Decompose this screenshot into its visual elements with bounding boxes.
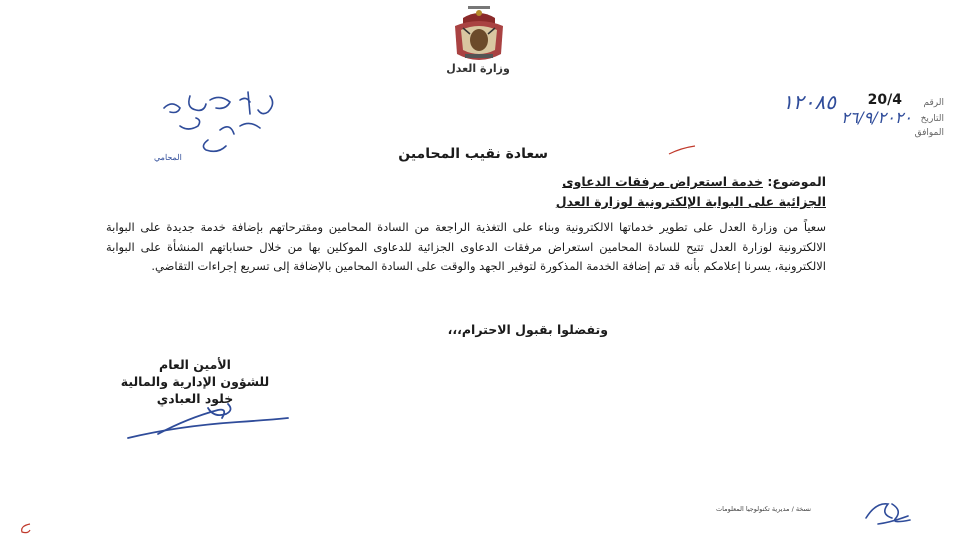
subject-line-2: [121, 192, 826, 212]
reference-corresponding-label: الموافق: [914, 128, 944, 138]
subject-text-2: الجزائية على البوابة الإلكترونية لوزارة العدل: [555, 194, 826, 209]
reference-number-label: الرقم: [923, 98, 944, 108]
footer-copy-note: نسخة / مديرية تكنولوجيا المعلومات: [716, 505, 812, 513]
letter-body: سعياً من وزارة العدل على تطوير خدماتها الالكترونية وبناء على التغذية الراجعة من السادة المحامين ومقترحاتهم بإضافة خدمة جديدة على البوابة الالكترونية لوزارة العدل تتيح للسادة المحامين استعراض مرفقات الدعاوى الجزائية للدعاوى الموكلين بها من خلال حساباتهم المنشأة على البوابة الالكترونية، يسرنا إعلامكم بأنه قد تم إضافة الخدمة المذكورة لتوفير الجهد والوقت على السادة المحامين بالإضافة إلى تسريع إجراءات التقاضي.: [106, 220, 826, 273]
letter-addressee: سعادة نقيب المحامين: [398, 146, 548, 162]
reference-date-label: التاريخ: [920, 114, 944, 124]
subject-prefix: الموضوع:: [767, 174, 826, 189]
subject-text-1: خدمة استعراض مرفقات الدعاوى: [562, 174, 763, 189]
reference-date-handwritten: ٢٦/٩/٢٠٢٠: [841, 108, 912, 127]
handwritten-note: [150, 86, 300, 166]
handwritten-note-text: المحامي: [154, 153, 182, 162]
footer-initials: [858, 494, 918, 528]
reference-number-handwritten: ١٢٠٨٥: [782, 90, 836, 114]
signatory-title-line-1: الأمين العام: [159, 357, 231, 372]
signatory-name: خلود العبادي: [156, 391, 234, 406]
ministry-name: وزارة العدل: [446, 62, 510, 75]
handwritten-signature: [118, 398, 298, 448]
letter-closing: وتفضلوا بقبول الاحترام،،،: [447, 322, 608, 337]
reference-number-prefix: 20/4: [867, 92, 902, 108]
letter-subject: [121, 172, 826, 212]
subject-line-1: [121, 172, 826, 192]
red-pen-mark: [667, 144, 697, 156]
signatory-title-line-2: للشؤون الإدارية والمالية: [120, 374, 270, 389]
corner-pen-mark: [18, 522, 32, 534]
